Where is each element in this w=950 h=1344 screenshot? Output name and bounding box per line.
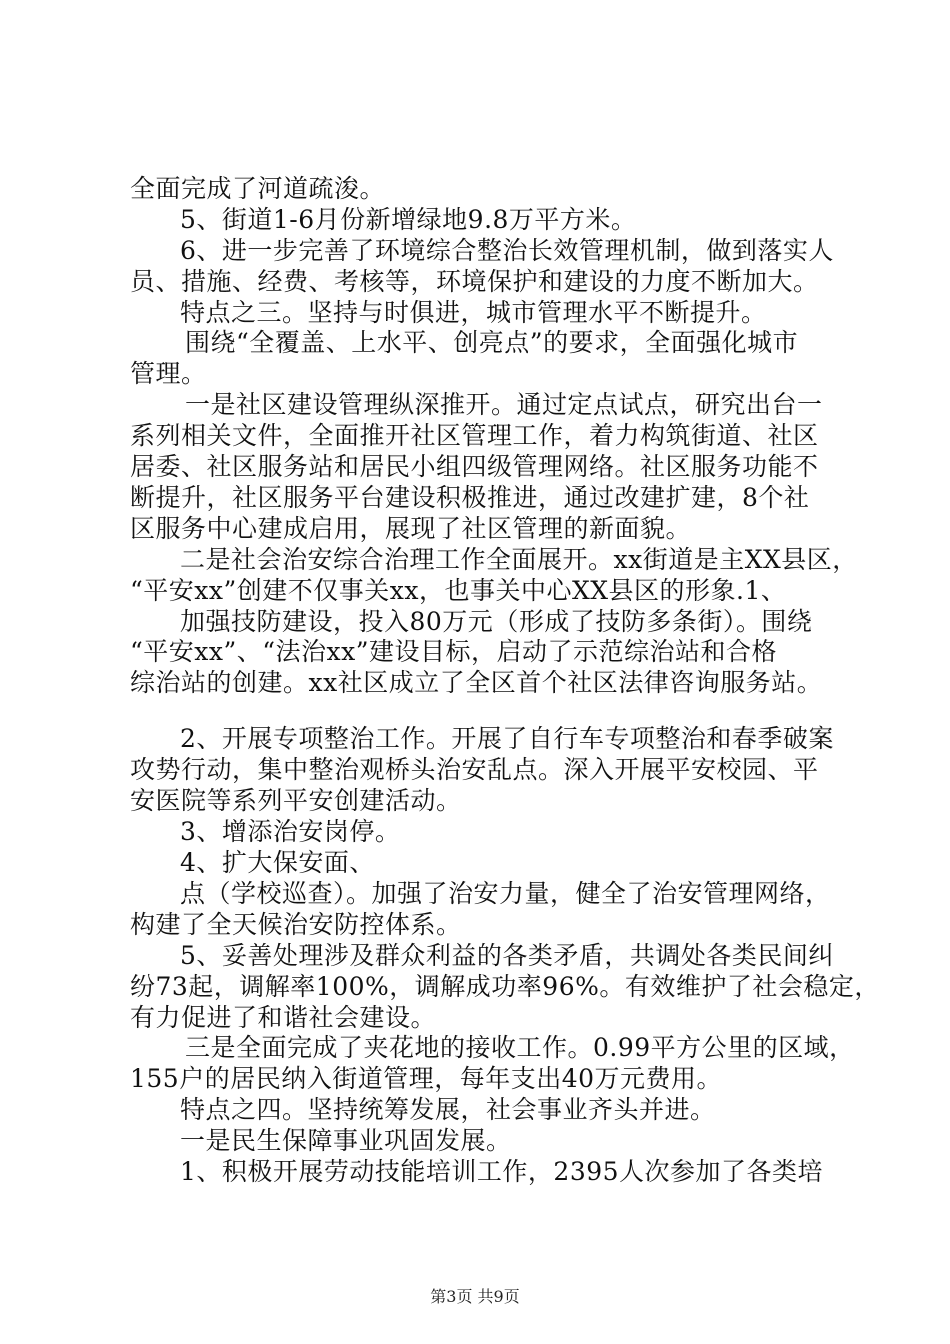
text-line: 加强技防建设，投入80万元（形成了技防多条街）。围绕: [180, 607, 813, 636]
text-line: 纷73起，调解率100%，调解成功率96%。有效维护了社会稳定，: [130, 972, 880, 1001]
text-line: 区服务中心建成启用，展现了社区管理的新面貌。: [130, 514, 692, 543]
text-line: 一是民生保障事业巩固发展。: [180, 1126, 512, 1155]
text-line: “平安xx”、“法治xx”建设目标，启动了示范综治站和合格: [130, 637, 778, 666]
text-line: 二是社会治安综合治理工作全面展开。xx街道是主XX县区，: [180, 545, 858, 574]
text-line: 断提升，社区服务平台建设积极推进，通过改建扩建，8个社: [130, 483, 810, 512]
text-line: 特点之三。坚持与时俱进，城市管理水平不断提升。: [180, 298, 767, 327]
text-line: 5、街道1-6月份新增绿地9.8万平方米。: [180, 205, 637, 234]
text-line: 特点之四。坚持统筹发展，社会事业齐头并进。: [180, 1095, 716, 1124]
text-line: 4、扩大保安面、: [180, 848, 375, 877]
text-line: 构建了全天候治安防控体系。: [130, 910, 462, 939]
text-line: 6、进一步完善了环境综合整治长效管理机制，做到落实人: [180, 236, 834, 265]
text-line: 系列相关文件，全面推开社区管理工作，着力构筑街道、社区: [130, 421, 819, 450]
text-line: 有力促进了和谐社会建设。: [130, 1003, 437, 1032]
text-line: 攻势行动，集中整治观桥头治安乱点。深入开展平安校园、平: [130, 755, 819, 784]
text-line: 三是全面完成了夹花地的接收工作。0.99平方公里的区域，: [185, 1033, 855, 1062]
text-line: 围绕“全覆盖、上水平、创亮点”的要求，全面强化城市: [185, 328, 799, 357]
text-line: 管理。: [130, 359, 207, 388]
text-line: 1、积极开展劳动技能培训工作，2395人次参加了各类培: [180, 1157, 824, 1186]
text-line: 安医院等系列平安创建活动。: [130, 786, 462, 815]
text-line: “平安xx”创建不仅事关xx，也事关中心XX县区的形象.1、: [130, 576, 787, 605]
text-line: 综治站的创建。xx社区成立了全区首个社区法律咨询服务站。: [130, 668, 823, 697]
text-line: 一是社区建设管理纵深推开。通过定点试点，研究出台一: [185, 390, 823, 419]
text-line: 全面完成了河道疏浚。: [130, 174, 386, 203]
text-line: 2、开展专项整治工作。开展了自行车专项整治和春季破案: [180, 724, 834, 753]
page-number-label: 第3页 共9页: [430, 1287, 520, 1306]
text-line: 155户的居民纳入街道管理，每年支出40万元费用。: [130, 1064, 723, 1093]
page-footer: [0, 1287, 950, 1307]
text-line: 居委、社区服务站和居民小组四级管理网络。社区服务功能不: [130, 452, 819, 481]
text-line: 点（学校巡查）。加强了治安力量，健全了治安管理网络，: [180, 879, 831, 908]
text-line: 5、妥善处理涉及群众利益的各类矛盾，共调处各类民间纠: [180, 941, 834, 970]
text-line: 3、增添治安岗停。: [180, 817, 401, 846]
text-line: 员、措施、经费、考核等，环境保护和建设的力度不断加大。: [130, 267, 819, 296]
